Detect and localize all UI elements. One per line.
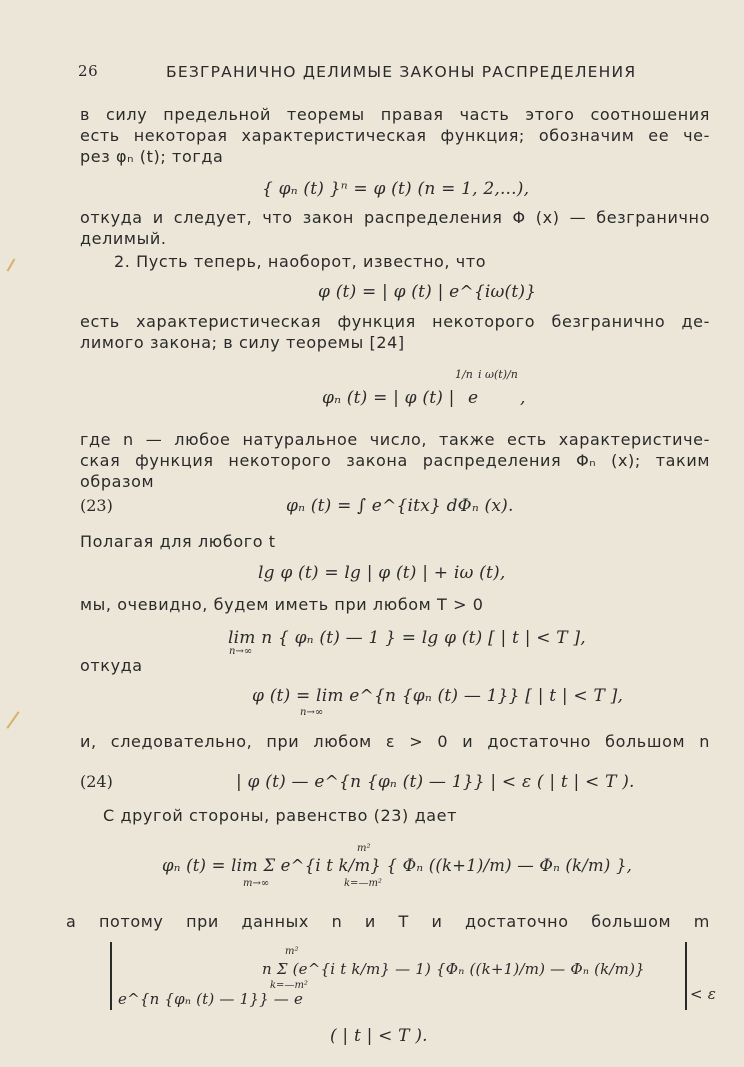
abs-bar-left <box>110 942 112 1010</box>
text-line: мы, очевидно, будем иметь при любом T > 0 <box>80 595 484 614</box>
text-line: откуда <box>80 656 143 675</box>
exponent: 1/n <box>455 368 473 381</box>
condition: ( | t | < T ). <box>330 1026 428 1046</box>
pencil-mark <box>6 711 19 729</box>
text-line: есть некоторая характеристическая функция; обозначим ее че- <box>80 126 710 145</box>
limit-subscript: n→∞ <box>300 707 324 718</box>
text-line: есть характеристическая функция некоторого безгранично де- <box>80 312 710 331</box>
sum-lower-limit: k=—m² <box>344 878 382 889</box>
text-line: рез φₙ (t); тогда <box>80 147 224 166</box>
running-title: БЕЗГРАНИЧНО ДЕЛИМЫЕ ЗАКОНЫ РАСПРЕДЕЛЕНИЯ <box>166 63 637 81</box>
pencil-mark <box>7 258 16 271</box>
equation: φₙ (t) = lim Σ e^{i t k/m} { Φₙ ((k+1)/m) — Φₙ (k/m) }, <box>162 856 633 875</box>
exponent: i ω(t)/n <box>478 368 518 381</box>
equation-lhs: φₙ (t) = | φ (t) | <box>322 388 455 408</box>
equation-number: (24) <box>80 772 113 791</box>
sum-upper-limit: m² <box>285 946 299 957</box>
text-line: в силу предельной теоремы правая часть этого соотношения <box>80 105 710 124</box>
limit-subscript: m→∞ <box>243 878 270 889</box>
exponent-expression: n Σ (e^{i t k/m} — 1) {Φₙ ((k+1)/m) — Φₙ (k/m)} <box>262 960 645 978</box>
equation: { φₙ (t) }ⁿ = φ (t) (n = 1, 2,...), <box>262 179 530 199</box>
sum-lower-limit: k=—m² <box>270 980 308 991</box>
text-line: образом <box>80 472 155 491</box>
equation-base: e <box>468 388 479 408</box>
equation: φ (t) = lim e^{n {φₙ (t) — 1}} [ | t | < T ], <box>252 686 624 706</box>
text-line: лимого закона; в силу теоремы [24] <box>80 333 405 352</box>
equation: lg φ (t) = lg | φ (t) | + iω (t), <box>258 563 506 583</box>
text-line: и, следовательно, при любом ε > 0 и достаточно большом n <box>80 732 710 751</box>
abs-bar-right <box>685 942 687 1010</box>
text-line: ская функция некоторого закона распределения Φₙ (x); таким <box>80 451 710 470</box>
equation-punct: , <box>520 388 526 408</box>
equation: e^{n {φₙ (t) — 1}} — e <box>118 990 304 1008</box>
equation: lim n { φₙ (t) — 1 } = lg φ (t) [ | t | < T ], <box>228 628 586 648</box>
text-line: где n — любое натуральное число, также есть характеристиче- <box>80 430 710 449</box>
inequality: < ε <box>690 985 716 1003</box>
text-line: 2. Пусть теперь, наоборот, известно, что <box>114 252 487 271</box>
limit-subscript: n→∞ <box>229 646 253 657</box>
equation: | φ (t) — e^{n {φₙ (t) — 1}} | < ε ( | t | < T ). <box>236 772 635 792</box>
sum-upper-limit: m² <box>357 843 371 854</box>
text-line: делимый. <box>80 229 167 248</box>
equation: φ (t) = | φ (t) | e^{iω(t)} <box>318 282 537 302</box>
page-number: 26 <box>78 62 99 80</box>
equation-number: (23) <box>80 496 113 515</box>
text-line: Полагая для любого t <box>80 532 276 551</box>
text-line: откуда и следует, что закон распределения Φ (x) — безгранично <box>80 208 710 227</box>
text-line: С другой стороны, равенство (23) дает <box>103 806 458 825</box>
equation: φₙ (t) = ∫ e^{itx} dΦₙ (x). <box>286 496 514 516</box>
text-line: а потому при данных n и T и достаточно большом m <box>66 912 710 931</box>
